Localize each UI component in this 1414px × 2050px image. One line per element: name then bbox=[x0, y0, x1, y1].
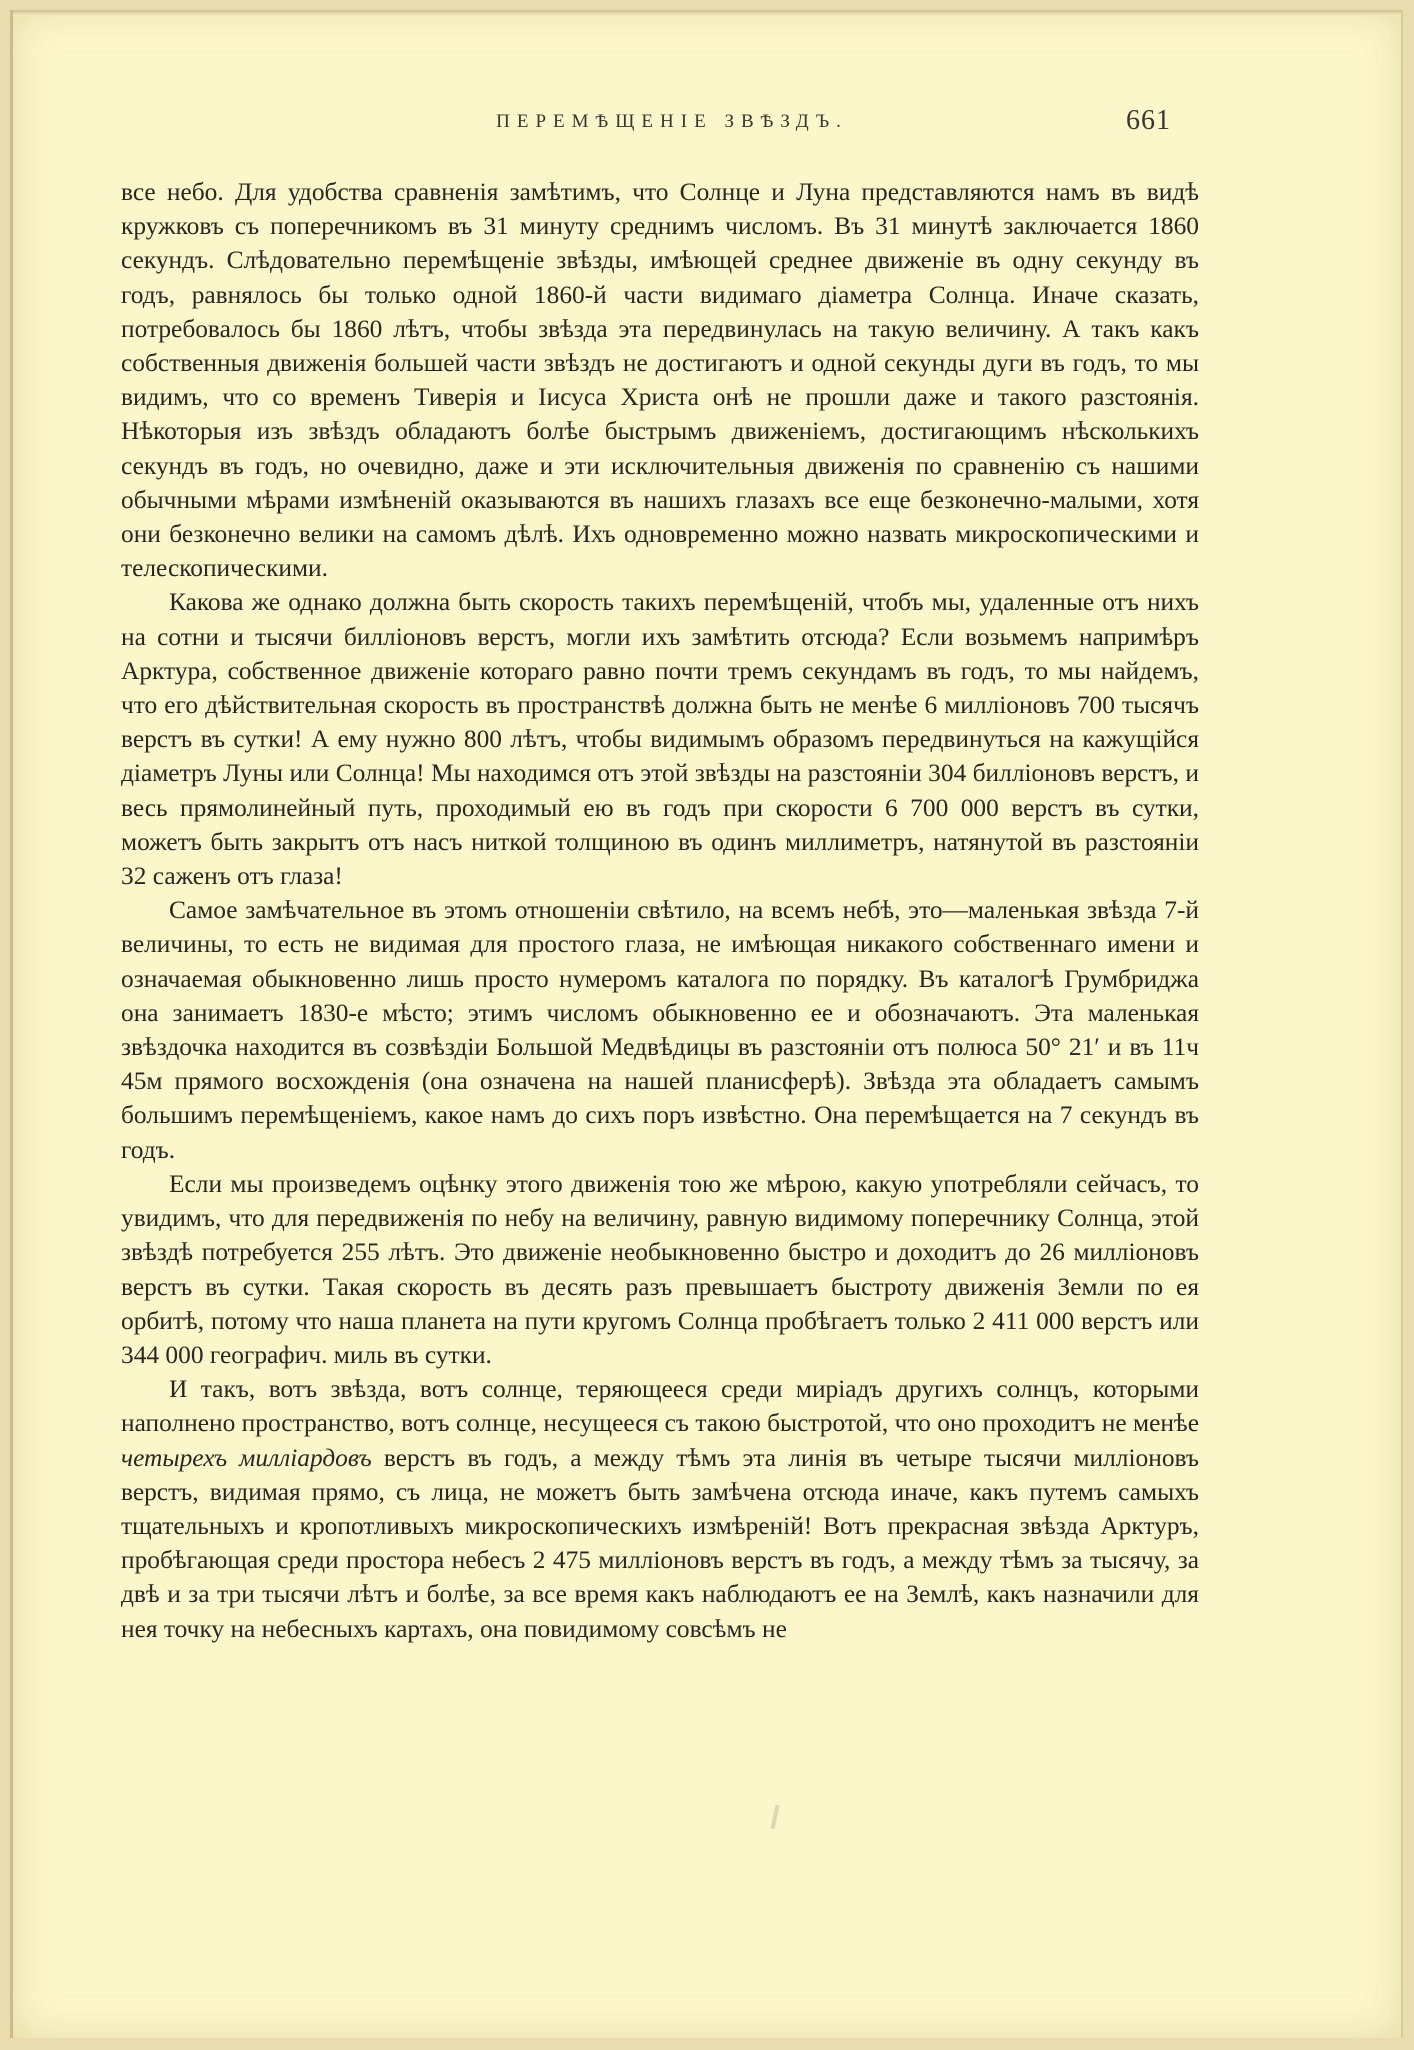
paper-stain-mark bbox=[771, 1805, 780, 1829]
paragraph-5 bbox=[121, 1372, 1199, 1646]
paragraph-3: Самое замѣчательное въ этомъ отношеніи свѣтило, на всемъ небѣ, это—маленькая звѣзда 7-й величины, то есть не видимая для простого глаза, не имѣющая никакого собственнаго имени и означаемая обыкновенно лишь просто нумеромъ каталога по порядку. Въ каталогѣ Грумбриджа она занимаетъ 1830-е мѣсто; этимъ числомъ обыкновенно ее и обозначаютъ. Эта маленькая звѣздочка находится въ созвѣздіи Большой Медвѣдицы въ разстояніи отъ полюса 50° 21′ и въ 11ч 45м прямого восхожденія (она означена на нашей планисферѣ). Звѣзда эта обладаетъ самымъ большимъ перемѣщеніемъ, какое намъ до сихъ поръ извѣстно. Она перемѣщается на 7 секундъ въ годъ. bbox=[121, 896, 1199, 1164]
paragraph-5-emphasis: четырехъ милліардовъ bbox=[121, 1443, 372, 1472]
body-text bbox=[121, 175, 1199, 1646]
page-header bbox=[13, 105, 1401, 145]
page-number: 661 bbox=[1126, 105, 1171, 136]
paragraph-1: все небо. Для удобства сравненія замѣтимъ, что Солнце и Луна представляются намъ въ видѣ кружковъ съ поперечникомъ въ 31 минуту среднимъ числомъ. Въ 31 минутѣ заключается 1860 секундъ. Слѣдовательно перемѣщеніе звѣзды, имѣющей среднее движеніе въ одну секунду въ годъ, равнялось бы только одной 1860-й части видимаго діаметра Солнца. Иначе сказать, потребовалось бы 1860 лѣтъ, чтобы звѣзда эта передвинулась на такую величину. А такъ какъ собственныя движенія большей части звѣздъ не достигаютъ и одной секунды дуги въ годъ, то мы видимъ, что со временъ Тиверія и Іисуса Христа онѣ не прошли даже и такого разстоянія. Нѣкоторыя изъ звѣздъ обладаютъ болѣе быстрымъ движеніемъ, достигающимъ нѣсколькихъ секундъ въ годъ, но очевидно, даже и эти исключительныя движенія по сравненію съ нашими обычными мѣрами измѣненій оказываются въ нашихъ глазахъ все еще безконечно-малыми, хотя они безконечно велики на самомъ дѣлѣ. Ихъ одновременно можно назвать микроскопическими и телескопическими. bbox=[121, 178, 1199, 583]
paragraph-4: Если мы произведемъ оцѣнку этого движенія тою же мѣрою, какую употребляли сейчасъ, то увидимъ, что для передвиженія по небу на величину, равную видимому поперечнику Солнца, этой звѣздѣ потребуется 255 лѣтъ. Это движеніе необыкновенно быстро и доходитъ до 26 милліоновъ верстъ въ сутки. Такая скорость въ десять разъ превышаетъ быстроту движенія Земли по ея орбитѣ, потому что наша планета на пути кругомъ Солнца пробѣгаетъ только 2 411 000 верстъ или 344 000 географич. миль въ сутки. bbox=[121, 1169, 1199, 1369]
page-top-edge bbox=[13, 10, 1401, 16]
document-page bbox=[10, 10, 1403, 2038]
running-head: ПЕРЕМѢЩЕНІЕ ЗВѢЗДЪ. bbox=[496, 111, 848, 132]
paragraph-5-start: И такъ, вотъ звѣзда, вотъ солнце, теряющееся среди миріадъ другихъ солнцъ, которыми наполнено пространство, вотъ солнце, несущееся съ такою быстротой, что оно проходитъ не менѣе bbox=[121, 1375, 1199, 1438]
paragraph-2: Какова же однако должна быть скорость такихъ перемѣщеній, чтобъ мы, удаленные отъ нихъ на сотни и тысячи билліоновъ верстъ, могли ихъ замѣтить отсюда? Если возьмемъ напримѣръ Арктура, собственное движеніе котораго равно почти тремъ секундамъ въ годъ, то мы найдемъ, что его дѣйствительная скорость въ пространствѣ должна быть не менѣе 6 милліоновъ 700 тысячъ верстъ въ сутки! А ему нужно 800 лѣтъ, чтобы видимымъ образомъ передвинуться на кажущійся діаметръ Луны или Солнца! Мы находимся отъ этой звѣзды на разстояніи 304 билліоновъ верстъ, и весь прямолинейный путь, проходимый ею въ годъ при скорости 6 700 000 верстъ въ сутки, можетъ быть закрытъ отъ насъ ниткой толщиною въ одинъ миллиметръ, натянутой въ разстояніи 32 саженъ отъ глаза! bbox=[121, 588, 1199, 891]
paragraph-5-end: верстъ въ годъ, а между тѣмъ эта линія въ четыре тысячи милліоновъ верстъ, видимая прямо, съ лица, не можетъ быть замѣчена отсюда иначе, какъ путемъ самыхъ тщательныхъ и кропотливыхъ микроскопическихъ измѣреній! Вотъ прекрасная звѣзда Арктуръ, пробѣгающая среди простора небесъ 2 475 милліоновъ верстъ въ годъ, а между тѣмъ за тысячу, за двѣ и за три тысячи лѣтъ и болѣе, за все время какъ наблюдаютъ ее на Землѣ, какъ назначили для нея точку на небесныхъ картахъ, она повидимому совсѣмъ не bbox=[121, 1443, 1199, 1643]
